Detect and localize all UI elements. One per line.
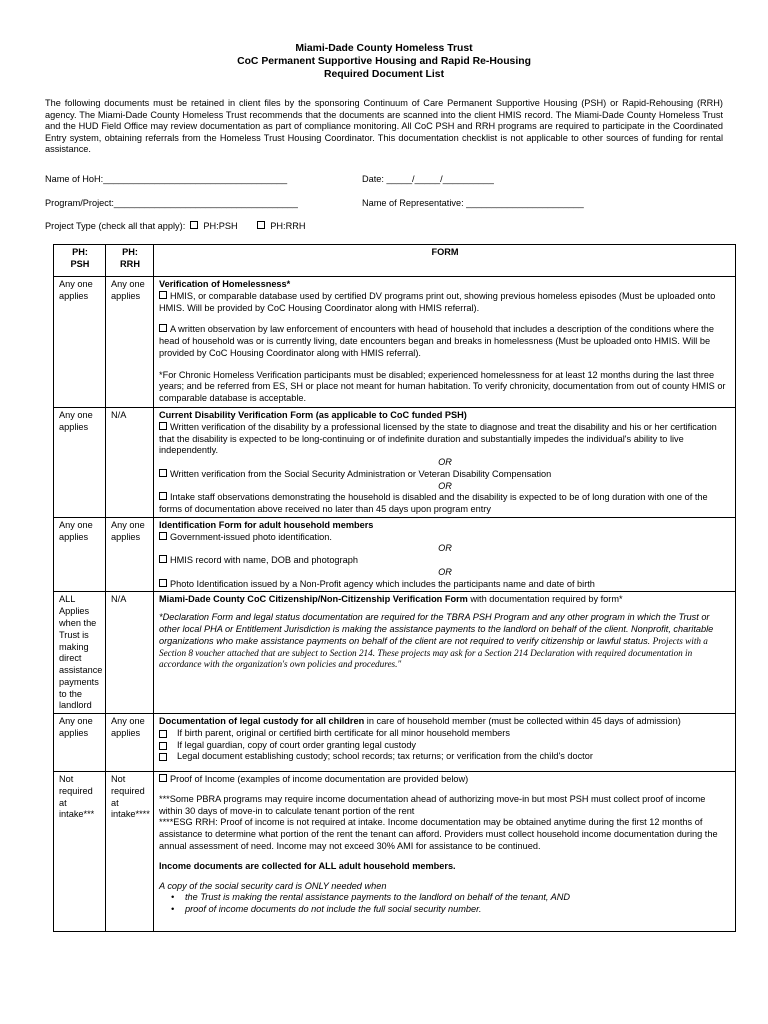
form-title: Current Disability Verification Form (as applicable to CoC funded PSH) xyxy=(159,410,467,420)
row-psh-cell: ALL Applies when the Trust is making direct assistance payments to the landlord xyxy=(54,592,106,714)
row-psh-cell: Any one applies xyxy=(54,517,106,592)
header-line-2: CoC Permanent Supportive Housing and Rapid Re-Housing xyxy=(237,56,531,67)
row-rrh-cell: Any one applies xyxy=(106,517,154,592)
intro-paragraph: The following documents must be retained in client files by the sponsoring Continuum of Care Permanent Supportive Housing (PSH) or Rapid-Rehousing (RRH) agency. The Miami-Dade County Homeless Trust recommends that the documents are scanned into the client HMIS record. The Miami-Dade County Homeless Trust and the HUD Field Office may review documentation as part of compliance monitoring. All CoC PSH and RRH programs are required to participate in the Coordinated Entry system, obtaining referrals from the Homeless Trust Housing Coordinator. This documentation checklist is not applicable to other sources of funding for rental assistance. xyxy=(45,98,723,154)
form-option: Government-issued photo identification. xyxy=(159,532,731,544)
form-option: Photo Identification issued by a Non-Profit agency which includes the participants name and date of birth xyxy=(159,579,731,591)
program-field[interactable]: Program/Project:____________________________________ xyxy=(45,198,298,208)
form-note: ****ESG RRH: Proof of income is not required at intake. Income documentation may be obtained anytime during the first 12 months of assistance to determine what portion of the rent the tenant can afford. Providers must collect household income documentation during the annual assessment of need. Income may not exceed 30% AMI for assistance to be continued. xyxy=(159,817,718,851)
form-option: If legal guardian, copy of court order granting legal custody xyxy=(159,740,731,752)
header-psh: PH: PSH xyxy=(54,245,106,277)
document-table xyxy=(53,244,736,932)
checkbox-icon[interactable] xyxy=(159,422,167,430)
table-header-row xyxy=(54,245,736,277)
header-line-1: Miami-Dade County Homeless Trust xyxy=(295,43,473,54)
table-row xyxy=(54,408,736,518)
form-title: Miami-Dade County CoC Citizenship/Non-Citizenship Verification Form with documentation required by form* xyxy=(159,594,623,605)
header-line-3: Required Document List xyxy=(323,69,445,80)
form-title: Documentation of legal custody for all children in care of household member (must be collected within 45 days of admission) xyxy=(159,716,681,727)
form-option: If birth parent, original or certified birth certificate for all minor household members xyxy=(159,728,731,740)
form-title: Identification Form for adult household members xyxy=(159,519,374,530)
checkbox-icon[interactable] xyxy=(159,555,167,563)
row-rrh-cell: Any one applies xyxy=(106,714,154,772)
row-psh-cell: Any one applies xyxy=(54,408,106,518)
form-option: Written verification from the Social Security Administration or Veteran Disability Compensation xyxy=(159,469,731,481)
or-separator: OR xyxy=(438,480,452,491)
row-psh-cell: Not required at intake*** xyxy=(54,772,106,932)
psh-checkbox[interactable] xyxy=(190,221,198,229)
form-option: Proof of Income (examples of income documentation are provided below) xyxy=(159,774,731,786)
form-option: A written observation by law enforcement of encounters with head of household that includes a description of the conditions where the head of household was or is currently living, date encounters began and breaks in homelessness (Must be uploaded onto HMIS. Will be provided by CoC Housing Coordinator along with HMIS referral). xyxy=(159,324,714,358)
table-row xyxy=(54,714,736,772)
checkbox-icon[interactable] xyxy=(159,579,167,587)
form-note: *Declaration Form and legal status documentation are required for the TBRA PSH Program and any other program in which the Trust or other local PHA or Entitlement Jurisdiction is making the assistance payments to the landlord on behalf of the client. Nonprofit, charitable organizations who make assistance payments on behalf of the client are not required to verify citizenship or lawful status. Projects with a Section 8 voucher attached that are subject to Section 214. These projects may ask for a Section 214 Declaration with required documentation in accordance with the organization's own policies and procedures." xyxy=(159,612,714,670)
or-separator: OR xyxy=(438,543,452,554)
row-form-cell xyxy=(154,714,736,772)
row-rrh-cell: Not required at intake**** xyxy=(106,772,154,932)
checkbox-icon[interactable] xyxy=(159,730,167,738)
or-separator: OR xyxy=(438,457,452,468)
checkbox-icon[interactable] xyxy=(159,469,167,477)
checkbox-icon[interactable] xyxy=(159,753,167,761)
row-form-cell xyxy=(154,772,736,932)
rrh-option-label: PH:RRH xyxy=(270,221,306,231)
form-option: HMIS, or comparable database used by certified DV programs print out, showing previous homeless episodes (Must be uploaded onto HMIS. Will be provided by CoC Housing Coordinator along with HMIS referral). xyxy=(159,290,716,313)
checkbox-icon[interactable] xyxy=(159,742,167,750)
row-psh-cell: Any one applies xyxy=(54,714,106,772)
name-hoh-field[interactable]: Name of HoH:____________________________________ xyxy=(45,174,288,184)
representative-field[interactable]: Name of Representative: _______________________ xyxy=(362,198,584,208)
checkbox-icon[interactable] xyxy=(159,492,167,500)
list-item: • proof of income documents do not include the full social security number. xyxy=(159,904,731,916)
checkbox-icon[interactable] xyxy=(159,774,167,782)
list-item: • the Trust is making the rental assistance payments to the landlord on behalf of the tenant, AND xyxy=(159,892,731,904)
form-note: A copy of the social security card is ONLY needed when xyxy=(159,880,387,891)
document-header xyxy=(0,42,768,81)
row-form-cell xyxy=(154,408,736,518)
row-form-cell xyxy=(154,517,736,592)
row-rrh-cell: Any one applies xyxy=(106,277,154,408)
form-option: Intake staff observations demonstrating the household is disabled and the disability is expected to be of long duration with one of the forms of documentation above received no later than 45 days upon program entry xyxy=(159,492,708,515)
form-note: ***Some PBRA programs may require income documentation ahead of authorizing move-in but most PSH must collect proof of income within 30 days of move-in to calculate tenant portion of the rent xyxy=(159,793,706,816)
form-title: Verification of Homelessness* xyxy=(159,279,291,289)
form-option: Written verification of the disability by a professional licensed by the state to diagnose and treat the disability and his or her certification that the disability is expected to be long-continuing or of indefinite duration and substantially impedes the individual's ability to live independently. xyxy=(159,421,717,456)
row-form-cell xyxy=(154,277,736,408)
checkbox-icon[interactable] xyxy=(159,324,167,332)
row-rrh-cell: N/A xyxy=(106,408,154,518)
row-psh-cell: Any one applies xyxy=(54,277,106,408)
form-option: Legal document establishing custody; school records; tax returns; or verification from the child's doctor xyxy=(159,751,731,763)
table-row xyxy=(54,772,736,932)
header-form: FORM xyxy=(154,245,736,277)
row-rrh-cell: N/A xyxy=(106,592,154,714)
form-note: *For Chronic Homeless Verification participants must be disabled; experienced homelessness for at least 12 months during the last three years; and be referred from ES, SH or place not meant for human habitation. To verify chronicity, documentation from out of county HMIS or comparable database is acceptable. xyxy=(159,369,726,404)
form-option: HMIS record with name, DOB and photograph xyxy=(159,555,731,567)
psh-option-label: PH:PSH xyxy=(203,221,238,231)
project-type-label: Project Type (check all that apply): xyxy=(45,221,186,231)
rrh-checkbox[interactable] xyxy=(257,221,265,229)
date-field[interactable]: Date: _____/_____/__________ xyxy=(362,174,494,184)
table-row xyxy=(54,277,736,408)
form-bold-note: Income documents are collected for ALL adult household members. xyxy=(159,860,456,871)
header-rrh: PH: RRH xyxy=(106,245,154,277)
project-type-row xyxy=(45,221,306,233)
row-form-cell xyxy=(154,592,736,714)
checkbox-icon[interactable] xyxy=(159,532,167,540)
table-row xyxy=(54,592,736,714)
table-row xyxy=(54,517,736,592)
checkbox-icon[interactable] xyxy=(159,291,167,299)
or-separator: OR xyxy=(438,566,452,577)
